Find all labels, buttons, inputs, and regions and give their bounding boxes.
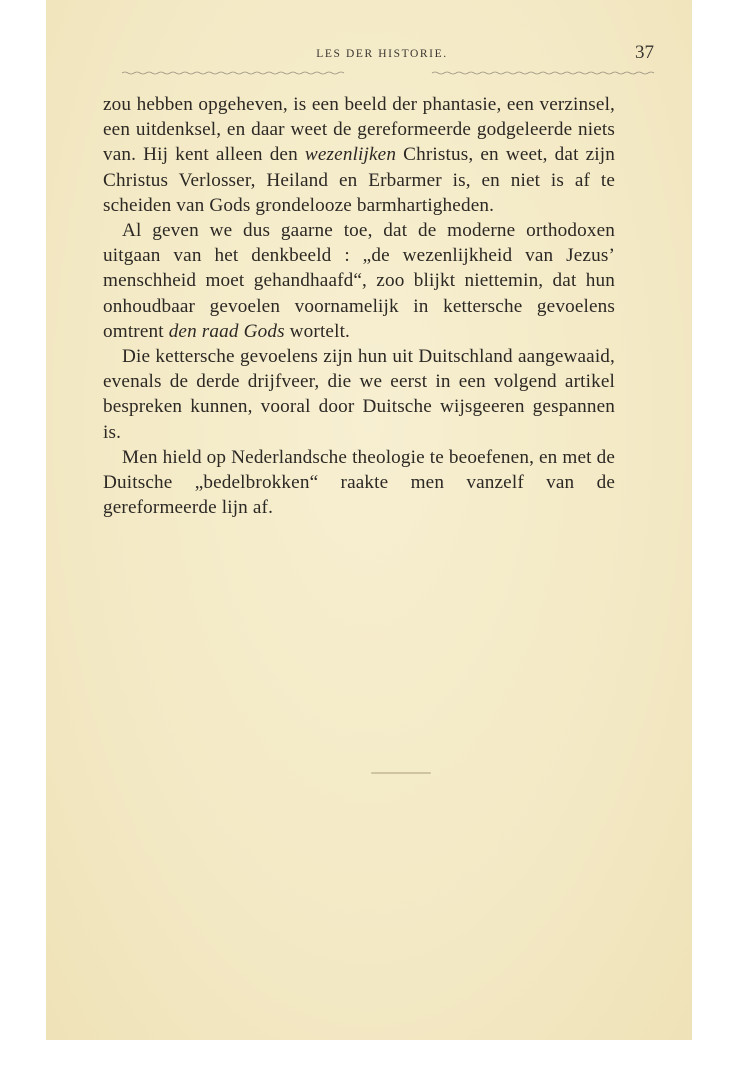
paragraph-2-text-end: wortelt. xyxy=(284,320,350,342)
italic-term-wezenlijken: wezenlijken xyxy=(304,144,397,166)
page-header xyxy=(102,42,662,66)
running-title: LES DER HISTORIE. xyxy=(316,48,448,60)
paragraph-3: Die kettersche gevoelens zijn hun uit Duitschland aangewaaid, evenals de derde drijfveer, die we eerst in een volgend artikel bespreken kunnen, vooral door Duitsche wijsgeeren gespannen is. xyxy=(103,346,615,443)
italic-term-den-raad-gods: den raad Gods xyxy=(168,320,285,342)
book-page xyxy=(46,0,692,1040)
paragraph-2-text: Al geven we dus gaarne toe, dat de moderne orthodoxen uitgaan van het denkbeeld : „de wezenlijkheid van Jezus’ menschheid moet gehandhaafd“, zoo blijkt niettemin, dat hun onhoudbaar gevoelen voornamelijk in kettersche gevoelens omtrent xyxy=(103,220,615,342)
end-ornament xyxy=(371,772,431,774)
page-number: 37 xyxy=(635,42,654,63)
paragraph-1-text-end: Christus, en weet, dat zijn Christus Verlosser, Heiland en Erbarmer is, en niet is af te scheiden van Gods grondelooze barmhartigheden. xyxy=(103,144,616,216)
paragraph-4: Men hield op Nederlandsche theologie te beoefenen, en met de Duitsche „bedelbrokken“ raakte men vanzelf van de gereformeerde lijn af. xyxy=(103,446,615,519)
paragraph-2 xyxy=(103,218,615,344)
paragraph-1-text: zou hebben opgeheven, is een beeld der phantasie, een verzinsel, een uitdenksel, en daar weet de gereformeerde godgeleerde niets van. Hij kent alleen den xyxy=(103,94,615,166)
paragraph-1 xyxy=(103,92,615,218)
body-text xyxy=(103,92,615,520)
header-rule xyxy=(102,70,662,76)
